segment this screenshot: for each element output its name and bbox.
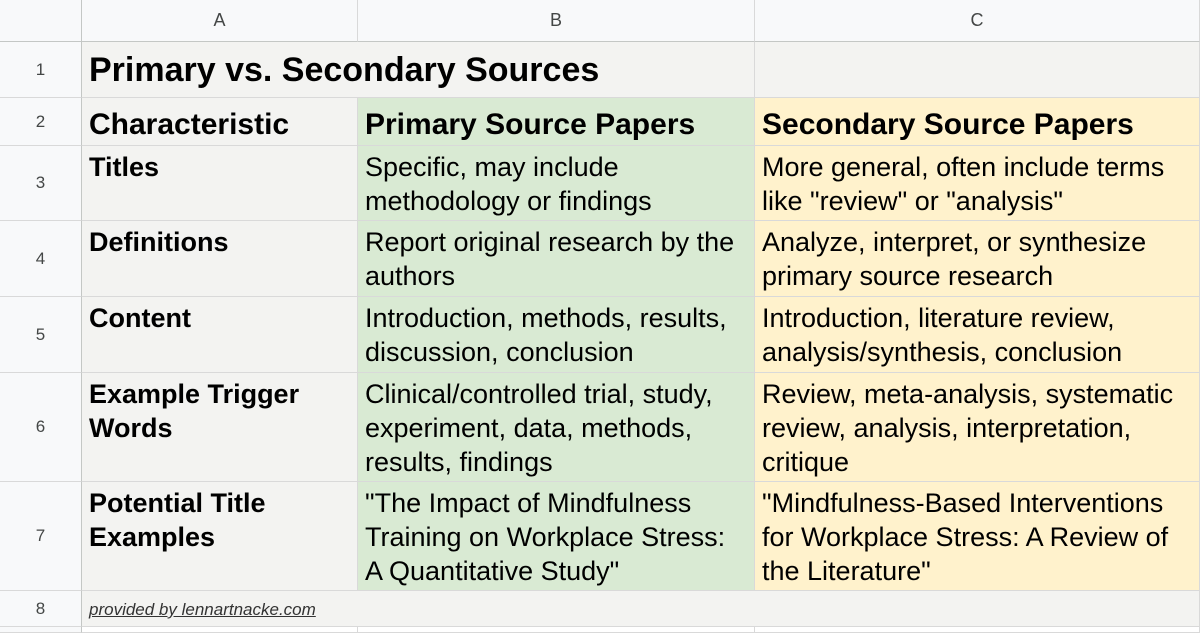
cell-b4[interactable]: Report original research by the authors: [358, 221, 755, 297]
cell-a3[interactable]: Titles: [82, 146, 358, 221]
header-cell-secondary[interactable]: Secondary Source Papers: [755, 98, 1200, 146]
row-header-5[interactable]: 5: [0, 297, 82, 373]
cell-a4[interactable]: Definitions: [82, 221, 358, 297]
cell-c1[interactable]: [755, 42, 1200, 98]
column-header-b[interactable]: B: [358, 0, 755, 42]
row-header-6[interactable]: 6: [0, 373, 82, 482]
cell-b9[interactable]: [358, 627, 755, 633]
cell-b7[interactable]: "The Impact of Mindfulness Training on Workplace Stress: A Quantitative Study": [358, 482, 755, 591]
column-header-a[interactable]: A: [82, 0, 358, 42]
sheet-title-cell[interactable]: Primary vs. Secondary Sources: [82, 42, 755, 98]
credit-cell[interactable]: provided by lennartnacke.com: [82, 591, 1200, 627]
header-cell-characteristic[interactable]: Characteristic: [82, 98, 358, 146]
column-header-c[interactable]: C: [755, 0, 1200, 42]
cell-c3[interactable]: More general, often include terms like "review" or "analysis": [755, 146, 1200, 221]
cell-a5[interactable]: Content: [82, 297, 358, 373]
cell-a7[interactable]: Potential Title Examples: [82, 482, 358, 591]
row-header-1[interactable]: 1: [0, 42, 82, 98]
header-cell-primary[interactable]: Primary Source Papers: [358, 98, 755, 146]
cell-a9[interactable]: [82, 627, 358, 633]
row-header-8[interactable]: 8: [0, 591, 82, 627]
row-header-9[interactable]: [0, 627, 82, 633]
cell-c7[interactable]: "Mindfulness-Based Interventions for Workplace Stress: A Review of the Literature": [755, 482, 1200, 591]
row-header-2[interactable]: 2: [0, 98, 82, 146]
row-header-3[interactable]: 3: [0, 146, 82, 221]
row-header-7[interactable]: 7: [0, 482, 82, 591]
cell-c6[interactable]: Review, meta-analysis, systematic review, analysis, interpretation, critique: [755, 373, 1200, 482]
row-header-4[interactable]: 4: [0, 221, 82, 297]
cell-c5[interactable]: Introduction, literature review, analysis/synthesis, conclusion: [755, 297, 1200, 373]
cell-c4[interactable]: Analyze, interpret, or synthesize primary source research: [755, 221, 1200, 297]
cell-b5[interactable]: Introduction, methods, results, discussion, conclusion: [358, 297, 755, 373]
select-all-corner[interactable]: [0, 0, 82, 42]
cell-a6[interactable]: Example Trigger Words: [82, 373, 358, 482]
cell-b6[interactable]: Clinical/controlled trial, study, experiment, data, methods, results, findings: [358, 373, 755, 482]
cell-c9[interactable]: [755, 627, 1200, 633]
cell-b3[interactable]: Specific, may include methodology or findings: [358, 146, 755, 221]
